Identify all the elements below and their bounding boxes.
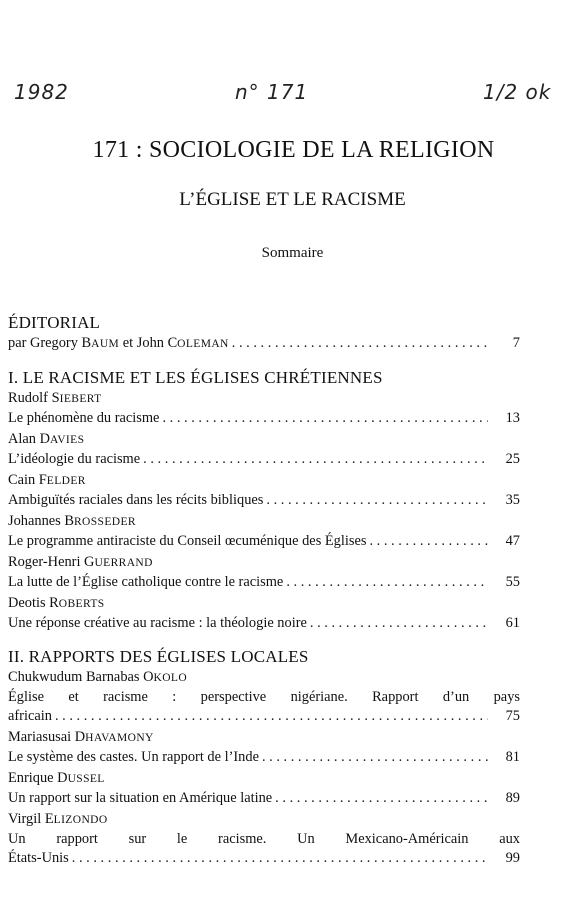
author-smallcaps: USSEL [67,773,105,785]
article-title: Ambiguïtés raciales dans les récits bibliques [8,492,264,508]
toc-entry[interactable] [8,728,520,767]
toc-entry[interactable] [8,389,520,428]
dot-leader [55,707,488,726]
article-title: Le phénomène du racisme [8,410,160,426]
page-number: 47 [505,533,520,549]
author-smallcaps: LIZONDO [53,814,108,826]
table-of-contents [8,312,520,870]
page-number: 55 [505,574,520,590]
author-initial: D [74,729,86,745]
author-initial: D [57,770,68,786]
toc-entry[interactable] [8,430,520,469]
author-name [8,471,520,491]
author-first-name: Cain [8,472,39,488]
dot-leader [162,409,488,428]
section-heading-1: I. LE RACISME ET LES ÉGLISES CHRÉTIENNES [8,368,383,387]
author-smallcaps: AUM [91,338,120,350]
byline-prefix: par Gregory [8,335,82,351]
author-first-name: Deotis [8,595,50,611]
page-number: 25 [505,451,520,467]
article-line [8,614,520,633]
author-name [8,769,520,789]
dot-leader [262,748,488,767]
editorial-entry[interactable] [8,334,520,354]
author-initial: F [38,472,47,488]
dot-leader [369,532,488,551]
author-smallcaps: ELDER [46,475,86,487]
toc-entry[interactable] [8,512,520,551]
author-smallcaps: KOLO [153,672,188,684]
page-number: 89 [505,790,520,806]
author-smallcaps: IEBERT [59,393,102,405]
page-number: 13 [505,410,520,426]
author-first-name: Rudolf [8,390,52,406]
author-smallcaps: UERRAND [94,557,153,569]
article-line [8,789,520,808]
dot-leader [286,573,488,592]
page-number: 61 [505,615,520,631]
handwritten-status-note: 1/2 ok [483,80,552,104]
author-name [8,553,520,573]
page-subtitle: L’ÉGLISE ET LE RACISME [179,189,406,210]
dot-leader [275,789,488,808]
author-smallcaps: OBERTS [58,598,105,610]
dot-leader [310,614,488,633]
handwritten-year-note: 1982 [14,80,69,104]
author-name [8,728,520,748]
section-heading-2: II. RAPPORTS DES ÉGLISES LOCALES [8,647,309,666]
sommaire-heading: Sommaire [261,245,324,261]
article-line [8,748,520,767]
author-smallcaps: AVIES [49,434,85,446]
article-title: Le système des castes. Un rapport de l’Inde [8,749,259,765]
toc-entry[interactable] [8,471,520,510]
page-number: 35 [505,492,520,508]
author-initial: C [167,335,178,351]
section-1-entries [8,389,520,633]
article-title: États-Unis [8,850,69,866]
author-first-name: Roger-Henri [8,554,85,570]
article-line [8,532,520,551]
editorial-heading: ÉDITORIAL [8,313,101,332]
article-title: La lutte de l’Église catholique contre le racisme [8,574,284,590]
byline-middle: et John [119,335,168,351]
article-title-line: Église et racisme : perspective nigériane. Rapport d’un pays [8,689,520,705]
author-name [8,389,520,409]
author-initial: O [143,669,154,685]
author-first-name: Virgil [8,811,45,827]
author-smallcaps: ROSSEDER [73,516,136,528]
author-initial: B [81,335,92,351]
author-initial: D [39,431,50,447]
page-number: 81 [505,749,520,765]
author-first-name: Alan [8,431,40,447]
author-name [8,594,520,614]
dot-leader [232,334,488,353]
toc-entry[interactable] [8,553,520,592]
editorial-byline [8,334,229,354]
author-first-name: Johannes [8,513,65,529]
dot-leader [266,491,488,510]
toc-entry[interactable] [8,769,520,808]
author-name [8,430,520,450]
page-number: 99 [505,850,520,866]
toc-entry[interactable] [8,668,520,726]
article-line [8,707,520,726]
article-line [8,573,520,592]
author-name [8,810,520,830]
article-title: Le programme antiraciste du Conseil œcuménique des Églises [8,533,367,549]
author-initial: R [49,595,59,611]
author-smallcaps: HAVAMONY [85,732,154,744]
dot-leader [72,849,488,868]
page-number: 7 [512,335,520,351]
article-line [8,409,520,428]
author-initial: E [44,811,54,827]
author-initial: G [84,554,95,570]
author-first-name: Chukwudum Barnabas [8,669,144,685]
article-title: L’idéologie du racisme [8,451,141,467]
article-line [8,491,520,510]
article-line [8,849,520,868]
dot-leader [143,450,488,469]
author-first-name: Enrique [8,770,58,786]
section-2-entries [8,668,520,868]
author-first-name: Mariasusai [8,729,75,745]
article-title: africain [8,708,52,724]
author-smallcaps: OLEMAN [177,338,229,350]
handwritten-issue-number-note: n° 171 [235,80,309,104]
article-title-line: Un rapport sur le racisme. Un Mexicano-Américain aux [8,831,520,847]
author-initial: B [64,513,74,529]
article-title: Un rapport sur la situation en Amérique latine [8,790,273,806]
author-name [8,668,520,688]
page-number: 75 [505,708,520,724]
article-title: Une réponse créative au racisme : la théologie noire [8,615,307,631]
page-title: 171 : SOCIOLOGIE DE LA RELIGION [92,137,495,163]
author-name [8,512,520,532]
toc-entry[interactable] [8,594,520,633]
article-line [8,450,520,469]
author-initial: S [51,390,60,406]
toc-entry[interactable] [8,810,520,868]
